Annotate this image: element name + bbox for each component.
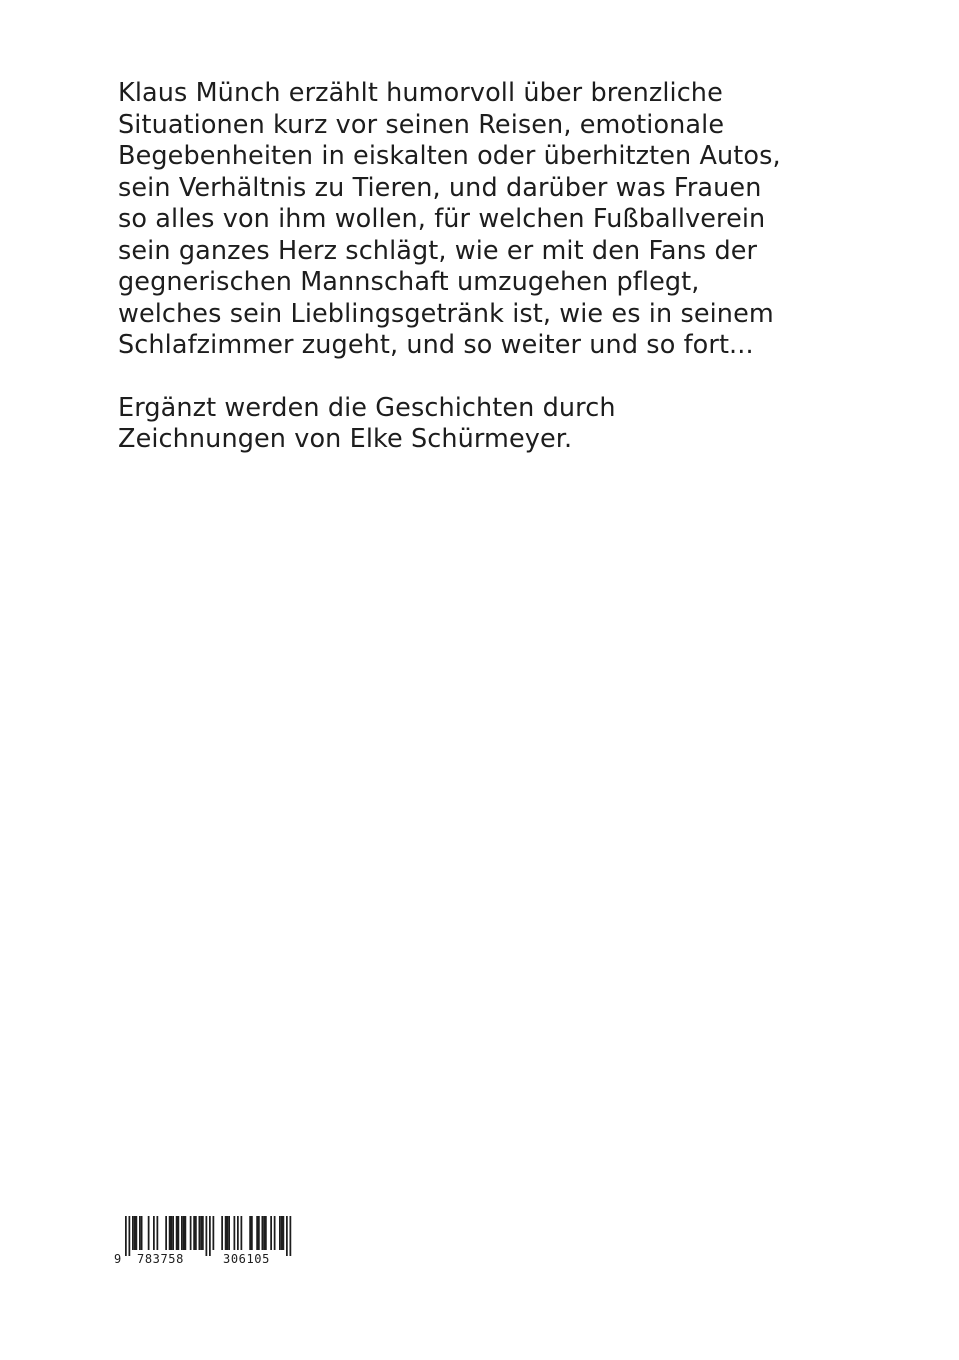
barcode-bar	[258, 1216, 260, 1250]
barcode-bar	[169, 1216, 171, 1250]
barcode-bar	[213, 1216, 215, 1250]
barcode-bar	[153, 1216, 155, 1250]
blurb-line: Begebenheiten in eiskalten oder überhitzten Autos,	[118, 141, 781, 171]
barcode-bar	[136, 1216, 138, 1250]
barcode-bar	[237, 1216, 239, 1250]
blurb-line: Klaus Münch erzählt humorvoll über brenzliche	[118, 78, 723, 108]
barcode-bar	[185, 1216, 187, 1250]
barcode-bar	[199, 1216, 201, 1250]
barcode-bar	[202, 1216, 204, 1250]
barcode-bar	[157, 1216, 159, 1250]
barcode-bar	[181, 1216, 183, 1250]
barcode-bar	[263, 1216, 265, 1250]
barcode-bar	[283, 1216, 285, 1250]
barcode-bar	[225, 1216, 227, 1250]
barcode-bar	[281, 1216, 283, 1250]
barcode-bar	[165, 1216, 167, 1250]
barcode-bar	[270, 1216, 272, 1250]
barcode-guard-bar	[206, 1216, 208, 1256]
blurb-line: sein ganzes Herz schlägt, wie er mit den Fans der	[118, 235, 758, 266]
blurb-line: welches sein Lieblingsgetränk ist, wie es in seinem	[118, 298, 774, 329]
barcode-bar	[193, 1216, 195, 1250]
barcode-bar	[139, 1216, 141, 1250]
barcode-bar	[249, 1216, 251, 1250]
blurb-line: Zeichnungen von Elke Schürmeyer.	[118, 424, 573, 454]
barcode-bar	[172, 1216, 174, 1250]
barcode-bar	[262, 1216, 264, 1250]
blurb-line: Situationen kurz vor seinen Reisen, emotionale	[118, 109, 725, 140]
barcode-bar	[228, 1216, 230, 1250]
barcode-bar	[256, 1216, 258, 1250]
barcode-bar	[132, 1216, 134, 1250]
barcode-bar	[221, 1216, 223, 1250]
barcode-lead-digit: 9	[114, 1252, 122, 1266]
barcode-bar	[251, 1216, 253, 1250]
back-cover-blurb	[118, 78, 818, 456]
barcode-guard-bar	[290, 1216, 292, 1256]
blurb-line: gegnerischen Mannschaft umzugehen pflegt,	[118, 267, 700, 297]
barcode-bar	[178, 1216, 180, 1250]
barcode-bar	[141, 1216, 143, 1250]
barcode-bar	[227, 1216, 229, 1250]
blurb-line: sein Verhältnis zu Tieren, und darüber was Frauen	[118, 172, 762, 203]
paragraph-gap	[118, 362, 818, 393]
barcode-bar	[195, 1216, 197, 1250]
barcode-guard-bar	[125, 1216, 127, 1256]
barcode-bar	[171, 1216, 173, 1250]
barcode-left-digits: 783758	[137, 1252, 184, 1266]
barcode-right-digits: 306105	[223, 1252, 270, 1266]
barcode-bar	[265, 1216, 267, 1250]
isbn-barcode	[112, 1216, 292, 1268]
barcode-bar	[200, 1216, 202, 1250]
barcode-bar	[274, 1216, 276, 1250]
barcode-bar	[190, 1216, 192, 1250]
barcode-bar	[148, 1216, 150, 1250]
barcode-bar	[241, 1216, 243, 1250]
blurb-line: Ergänzt werden die Geschichten durch	[118, 392, 616, 423]
blurb-line: so alles von ihm wollen, für welchen Fußballverein	[118, 204, 766, 234]
barcode-bar	[134, 1216, 136, 1250]
barcode-guard-bar	[209, 1216, 211, 1256]
barcode-bar	[234, 1216, 236, 1250]
barcode-guard-bar	[129, 1216, 131, 1256]
blurb-line: Schlafzimmer zugeht, und so weiter und so fort...	[118, 330, 754, 360]
barcode-guard-bar	[286, 1216, 288, 1256]
barcode-bar	[183, 1216, 185, 1250]
barcode-bar	[176, 1216, 178, 1250]
barcode-bar	[279, 1216, 281, 1250]
